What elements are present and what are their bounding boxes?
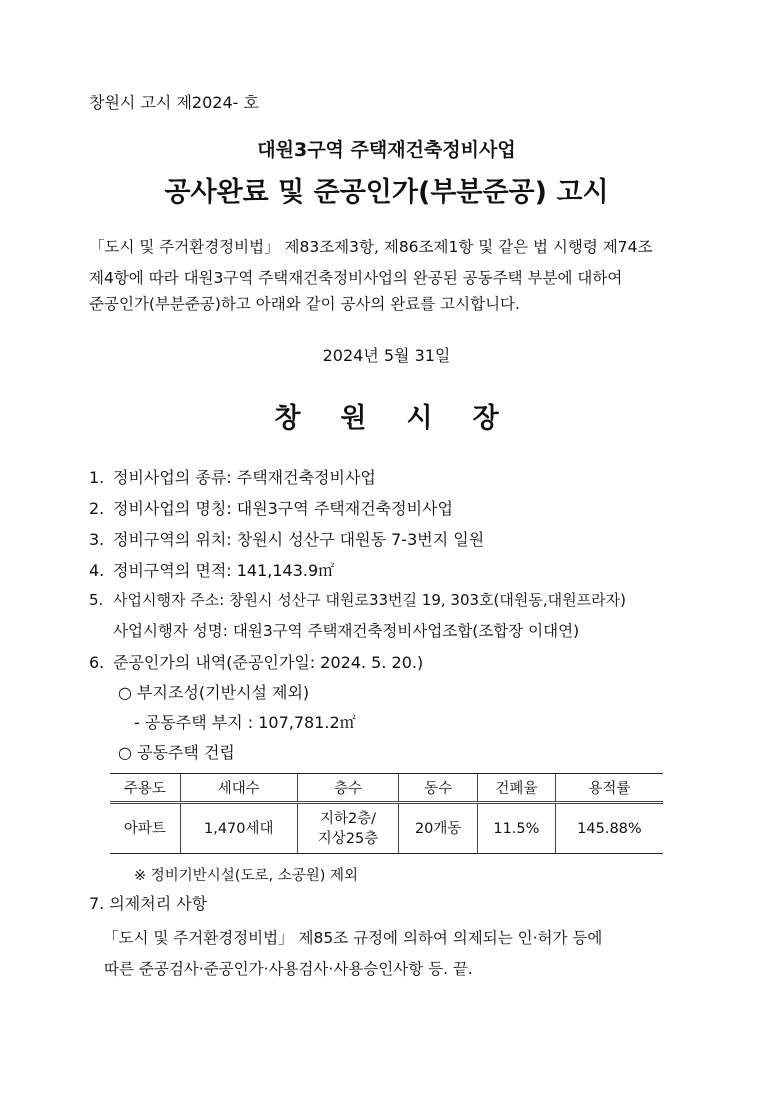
item-text: 사업시행자 주소: 창원시 성산구 대원로33번길 19, 303호(대원동,대원프라자) — [113, 591, 626, 609]
building-heading: ○ 공동주택 건립 — [118, 743, 235, 762]
notice-date: 2024년 5월 31일 — [322, 346, 451, 365]
list-item — [89, 465, 376, 488]
list-item — [89, 527, 484, 550]
table-header-row — [110, 774, 663, 803]
cell-floors — [297, 803, 399, 854]
item-number: 3. — [89, 530, 105, 549]
item-number: 6. — [89, 653, 105, 672]
item-number: 1. — [89, 468, 105, 487]
table-header: 층수 — [297, 774, 399, 803]
list-item — [89, 650, 423, 673]
notice-subtitle: 대원3구역 주택재건축정비사업 — [257, 139, 516, 161]
notice-number: 창원시 고시 제2024- 호 — [89, 93, 259, 112]
item-text: 정비사업의 명칭: 대원3구역 주택재건축정비사업 — [113, 499, 453, 518]
intro-line-3: 준공인가(부분준공)하고 아래와 같이 공사의 완료를 고시합니다. — [89, 295, 520, 313]
item-text: 정비사업의 종류: 주택재건축정비사업 — [113, 468, 376, 487]
table-header: 동수 — [399, 774, 478, 803]
item7-line-1: 「도시 및 주거환경정비법」 제85조 규정에 의하여 의제되는 인·허가 등에 — [103, 929, 603, 947]
table-header: 주용도 — [110, 774, 180, 803]
intro-line-2: 제4항에 따라 대원3구역 주택재건축정비사업의 완공된 공동주택 부분에 대하여 — [89, 269, 623, 287]
item-text: 사업시행자 성명: 대원3구역 주택재건축정비사업조합(조합장 이대연) — [113, 622, 580, 640]
cell-floors-line: 지하2층/ — [319, 810, 377, 827]
cell-use: 아파트 — [110, 803, 180, 854]
table-note: ※ 정비기반시설(도로, 소공원) 제외 — [134, 868, 358, 884]
signer — [0, 396, 773, 435]
site-detail: - 공동주택 부지 : 107,781.2㎡ — [134, 713, 356, 732]
cell-floors-line: 지상25층 — [317, 830, 379, 847]
table-header: 세대수 — [180, 774, 297, 803]
housing-summary-table — [110, 773, 663, 854]
table-row — [110, 803, 663, 854]
list-item — [89, 558, 334, 581]
signer-char: 창 — [274, 403, 301, 434]
signer-char: 시 — [406, 403, 433, 434]
item-text: 준공인가의 내역(준공인가일: 2024. 5. 20.) — [113, 653, 424, 672]
item-number: 4. — [89, 561, 105, 580]
signer-char: 장 — [472, 403, 499, 434]
list-item — [89, 496, 453, 519]
notice-title: 공사완료 및 준공인가(부분준공) 고시 — [164, 177, 609, 208]
cell-floor-area-ratio: 145.88% — [555, 803, 663, 854]
intro-line-1: 「도시 및 주거환경정비법」 제83조제3항, 제86조제1항 및 같은 법 시행령 제74조 — [89, 238, 653, 256]
site-heading: ○ 부지조성(기반시설 제외) — [118, 683, 310, 702]
signer-char: 원 — [340, 403, 367, 434]
cell-households: 1,470세대 — [180, 803, 297, 854]
item7-line-2: 따른 준공검사·준공인가·사용검사·사용승인사항 등. 끝. — [104, 960, 473, 978]
item-text: 정비구역의 면적: 141,143.9㎡ — [113, 561, 335, 580]
cell-buildings: 20개동 — [399, 803, 478, 854]
table-header: 건폐율 — [477, 774, 555, 803]
table-header: 용적률 — [555, 774, 663, 803]
cell-coverage: 11.5% — [477, 803, 555, 854]
list-item — [89, 619, 579, 641]
item-text: 정비구역의 위치: 창원시 성산구 대원동 7-3번지 일원 — [113, 530, 485, 549]
list-item — [89, 589, 626, 610]
item7-title: 7. 의제처리 사항 — [89, 894, 208, 913]
item-number: 2. — [89, 499, 105, 518]
item-number: 5. — [89, 591, 104, 609]
